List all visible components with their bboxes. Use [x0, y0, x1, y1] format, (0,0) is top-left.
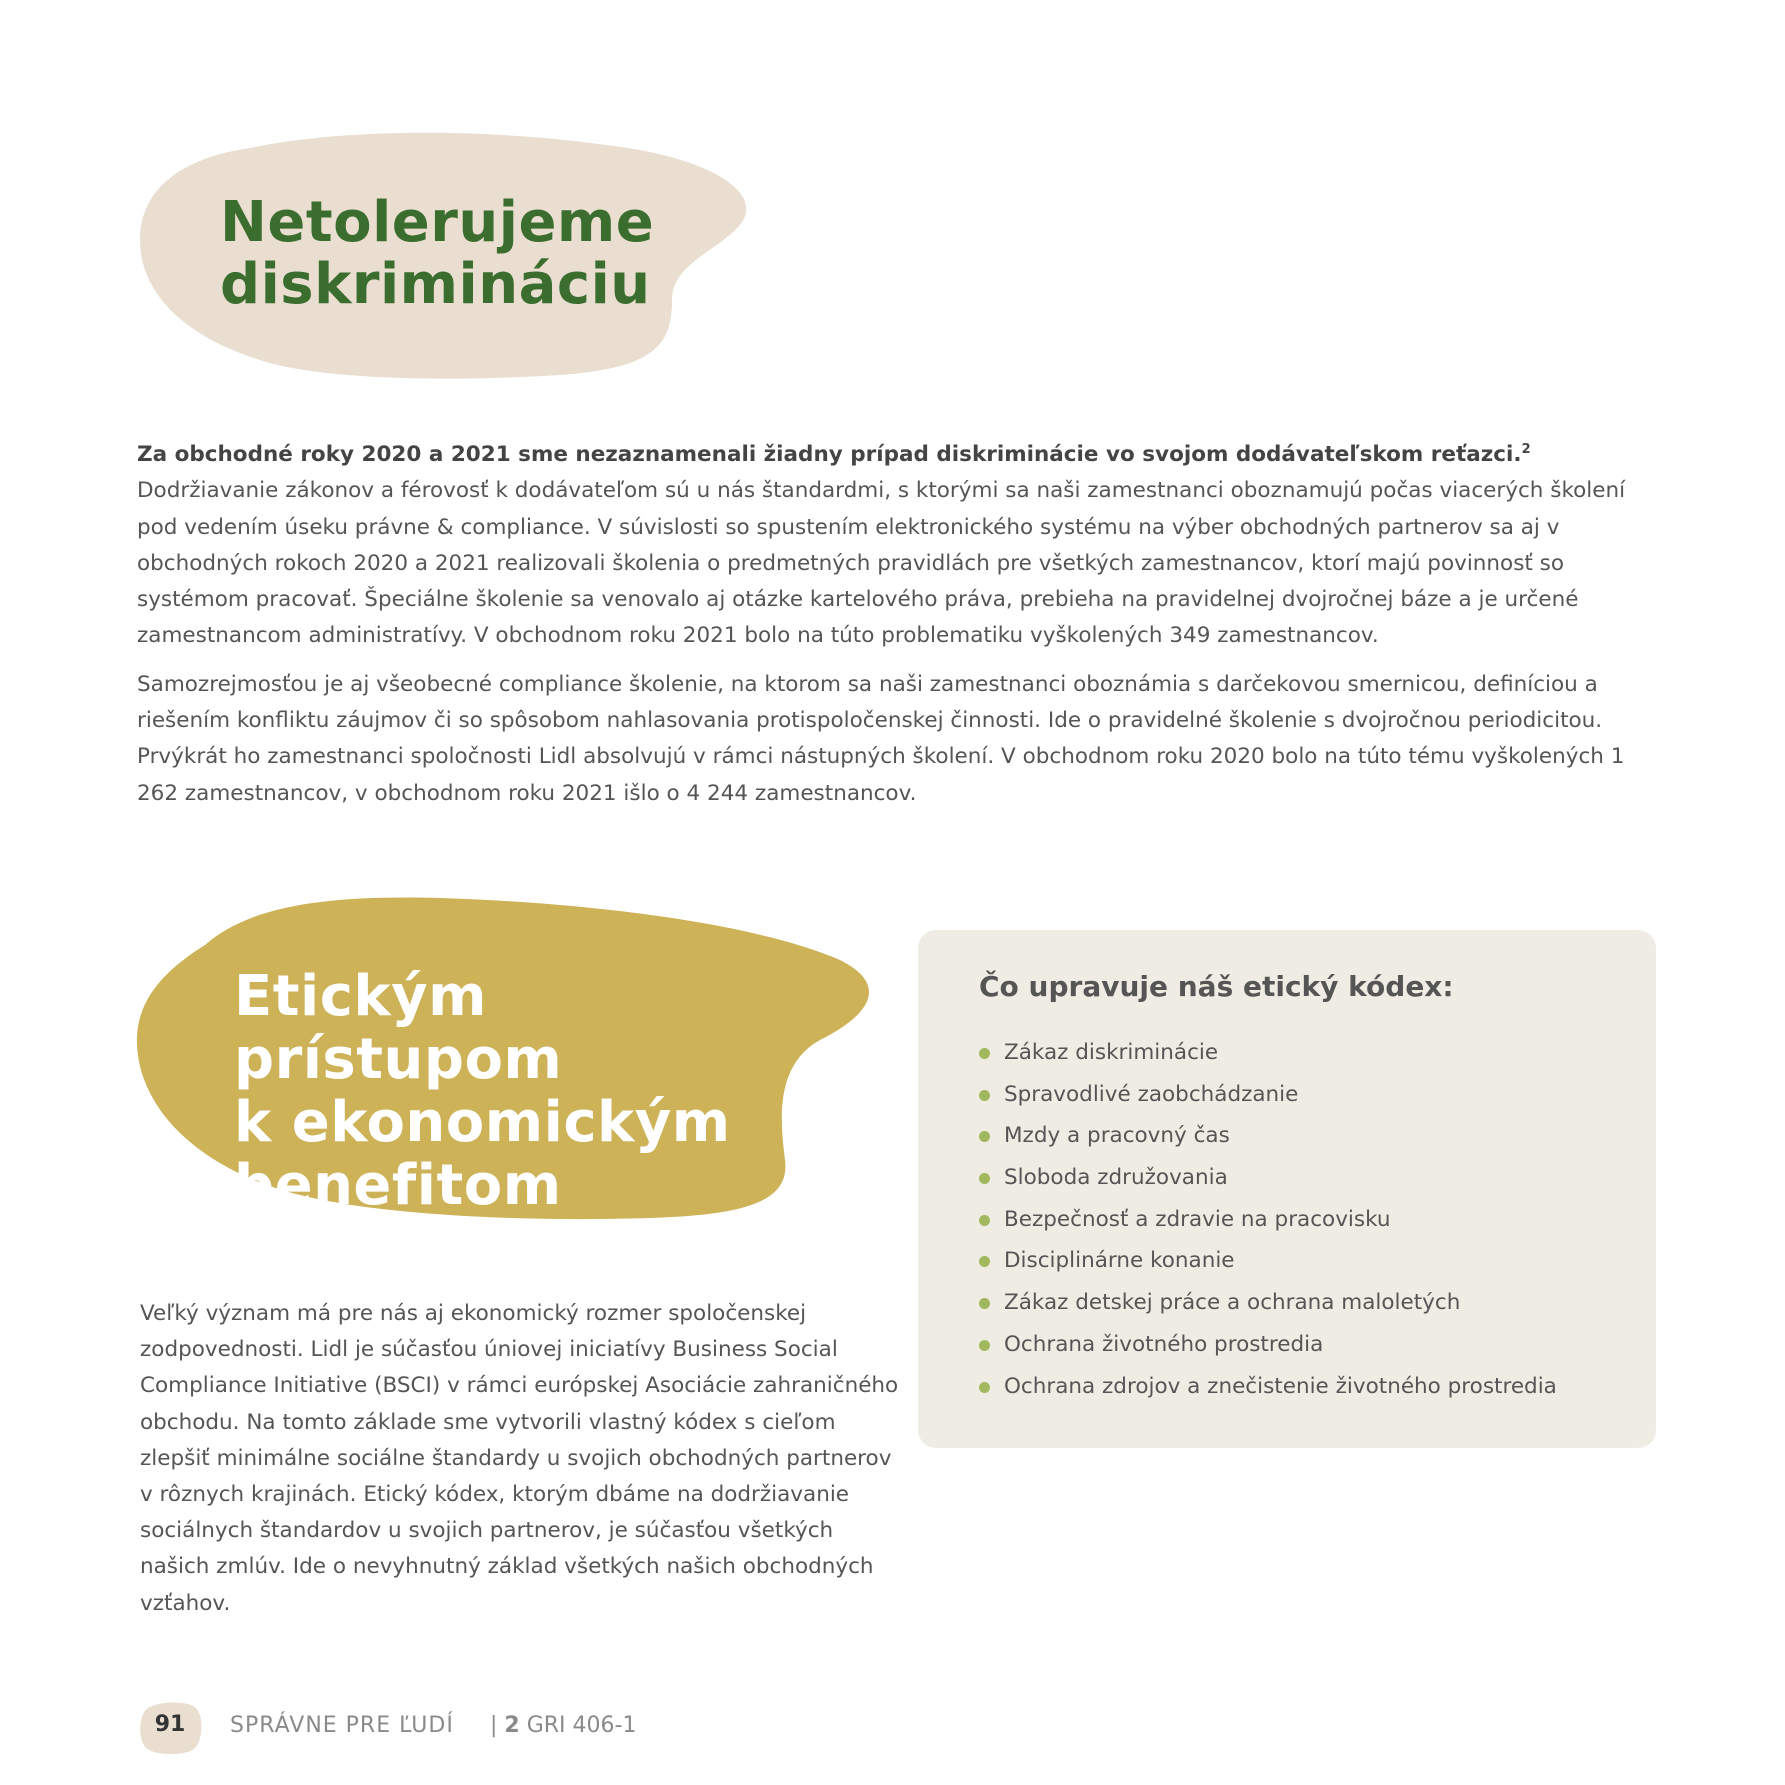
list-item	[979, 1032, 1557, 1074]
list-item	[979, 1074, 1557, 1116]
list-item	[979, 1199, 1557, 1241]
list-item	[979, 1282, 1557, 1324]
list-item-label: Bezpečnosť a zdravie na pracovisku	[1004, 1206, 1391, 1232]
list-item-label: Ochrana zdrojov a znečistenie životného prostredia	[1004, 1373, 1557, 1399]
list-item-label: Ochrana životného prostredia	[1004, 1331, 1324, 1357]
list-item	[979, 1366, 1557, 1408]
footnote	[490, 1713, 636, 1738]
bullet-icon	[979, 1298, 990, 1309]
list-item-label: Zákaz detskej práce a ochrana maloletých	[1004, 1290, 1461, 1316]
bullet-icon	[979, 1256, 990, 1267]
title2-line2: k ekonomickým	[234, 1090, 731, 1155]
title1-line2: diskrimináciu	[220, 252, 651, 317]
section-name: SPRÁVNE PRE ĽUDÍ	[230, 1713, 454, 1738]
list-item	[979, 1115, 1557, 1157]
section-title-ethical-approach	[234, 965, 834, 1217]
title2-line1: Etickým prístupom	[234, 964, 563, 1092]
footnote-text: GRI 406-1	[519, 1713, 637, 1738]
list-item-label: Disciplinárne konanie	[1004, 1248, 1235, 1274]
bullet-icon	[979, 1215, 990, 1226]
footnote-number: 2	[504, 1713, 520, 1738]
list-item	[979, 1240, 1557, 1282]
bullet-icon	[979, 1090, 990, 1101]
ethical-approach-paragraph: Veľký význam má pre nás aj ekonomický rozmer spoločenskej zodpovednosti. Lidl je súčasťou úniovej iniciatívy Business Social Compliance Initiative (BSCI) v rámci európskej Asociácie zahraničného obchodu. Na tomto základe sme vytvorili vlastný kódex s cieľom zlepšiť minimálne sociálne štandardy u svojich obchodných partnerov v rôznych krajinách. Etický kódex, ktorým dbáme na dodržiavanie sociálnych štandardov u svojich partnerov, je súčasťou všetkých našich zmlúv. Ide o nevyhnutný základ všetkých našich obchodných vzťahov.	[140, 1301, 899, 1616]
title1-line1: Netolerujeme	[220, 190, 655, 255]
bullet-icon	[979, 1048, 990, 1059]
list-item	[979, 1324, 1557, 1366]
list-item	[979, 1157, 1557, 1199]
bullet-icon	[979, 1340, 990, 1351]
code-list	[979, 1032, 1557, 1407]
code-card-title: Čo upravuje náš etický kódex:	[979, 970, 1454, 1003]
page-number: 91	[154, 1712, 186, 1737]
footnote-separator: |	[490, 1713, 498, 1738]
footnote-ref: 2	[1521, 442, 1531, 457]
list-item-label: Spravodlivé zaobchádzanie	[1004, 1081, 1299, 1107]
lead-statement: Za obchodné roky 2020 a 2021 sme nezaznamenali žiadny prípad diskriminácie vo svojom dodávateľskom reťazci.	[137, 442, 1522, 468]
bullet-icon	[979, 1173, 990, 1184]
discrimination-paragraph-2: Samozrejmosťou je aj všeobecné compliance školenie, na ktorom sa naši zamestnanci oboznámia s darčekovou smernicou, definíciou a riešením konfliktu záujmov či so spôsobom nahlasovania protispoločenskej činnosti. Ide o pravidelné školenie s dvojročnou periodicitou. Prvýkrát ho zamestnanci spoločnosti Lidl absolvujú v rámci nástupných školení. V obchodnom roku 2020 bolo na túto tému vyškolených 1 262 zamestnancov, v obchodnom roku 2021 išlo o 4 244 zamestnancov.	[137, 672, 1625, 806]
paragraph-1-body: Dodržiavanie zákonov a férovosť k dodávateľom sú u nás štandardmi, s ktorými sa naši zamestnanci oboznamujú počas viacerých školení pod vedením úseku právne & compliance. V súvislosti so spustením elektronického systému na výber obchodných partnerov sa aj v obchodných rokoch 2020 a 2021 realizovali školenia o predmetných pravidlách pre všetkých zamestnancov, ktorí majú povinnosť so systémom pracovať. Špeciálne školenie sa venovalo aj otázke kartelového práva, prebieha na pravidelnej dvojročnej báze a je určené zamestnancom administratívy. V obchodnom roku 2021 bolo na túto problematiku vyškolených 349 zamestnancov.	[137, 478, 1626, 649]
bullet-icon	[979, 1382, 990, 1393]
list-item-label: Sloboda združovania	[1004, 1165, 1228, 1191]
title2-line3: benefitom	[234, 1153, 562, 1218]
bullet-icon	[979, 1131, 990, 1142]
list-item-label: Zákaz diskriminácie	[1004, 1040, 1219, 1065]
list-item-label: Mzdy a pracovný čas	[1004, 1123, 1230, 1149]
